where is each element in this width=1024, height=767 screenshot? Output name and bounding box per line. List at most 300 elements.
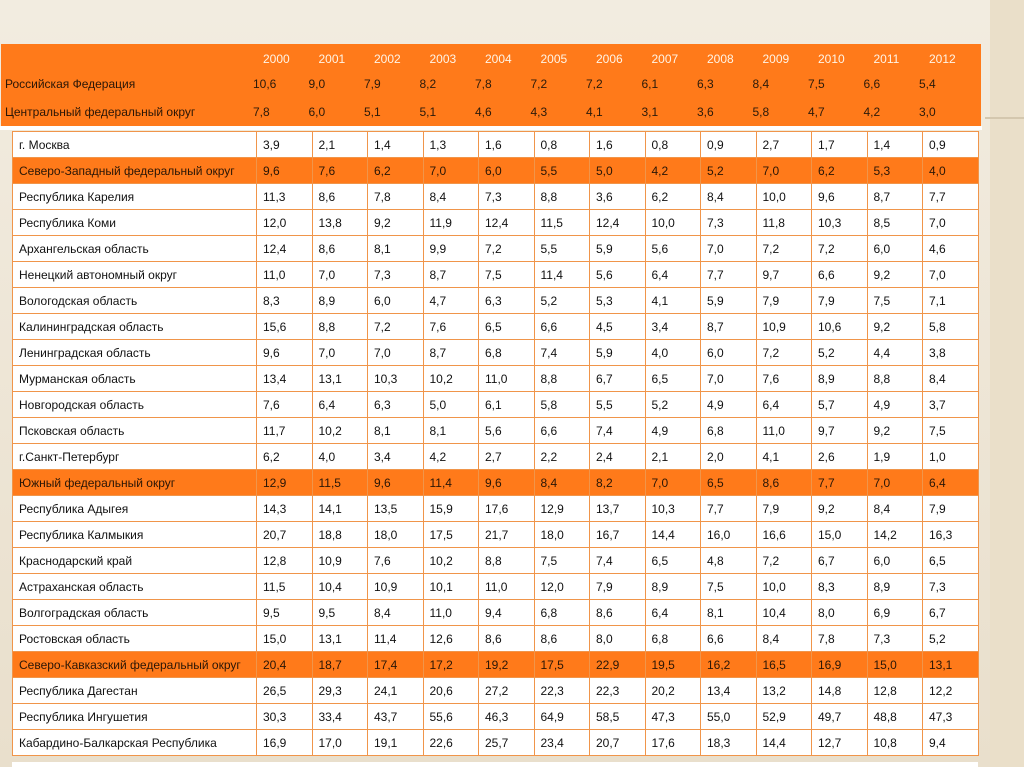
value-cell: 5,5 — [590, 392, 646, 418]
value-cell: 6,4 — [756, 392, 812, 418]
table-row — [13, 678, 979, 704]
value-cell: 8,7 — [867, 184, 923, 210]
value-cell: 6,2 — [812, 158, 868, 184]
header-separator — [0, 126, 982, 130]
value-cell: 6,5 — [645, 366, 701, 392]
region-name: Краснодарский край — [13, 548, 257, 574]
value-cell: 4,2 — [423, 444, 479, 470]
value-cell: 8,6 — [479, 626, 535, 652]
value-cell: 4,1 — [756, 444, 812, 470]
table-row — [13, 730, 979, 756]
value-cell: 15,9 — [423, 496, 479, 522]
value-cell: 4,6 — [923, 236, 979, 262]
region-name: Республика Карелия — [13, 184, 257, 210]
value-cell: 5,9 — [590, 340, 646, 366]
value-cell: 10,2 — [423, 548, 479, 574]
region-name: Северо-Западный федеральный округ — [13, 158, 257, 184]
value-cell: 4,2 — [645, 158, 701, 184]
value-cell: 8,8 — [312, 314, 368, 340]
value-cell: 8,9 — [312, 288, 368, 314]
value-cell: 6,3 — [368, 392, 424, 418]
value-cell: 3,7 — [923, 392, 979, 418]
value-cell: 5,0 — [423, 392, 479, 418]
value-cell: 21,7 — [479, 522, 535, 548]
value-cell: 14,3 — [257, 496, 313, 522]
value-cell: 6,8 — [534, 600, 590, 626]
value-cell: 8,1 — [368, 236, 424, 262]
value-cell: 0,9 — [701, 132, 757, 158]
value-cell: 9,5 — [312, 600, 368, 626]
value-cell: 5,5 — [534, 236, 590, 262]
region-name: Республика Коми — [13, 210, 257, 236]
value-cell: 5,2 — [701, 158, 757, 184]
year-header: 2003 — [429, 52, 457, 66]
table-row — [13, 418, 979, 444]
value-cell: 4,9 — [645, 418, 701, 444]
table-row — [13, 288, 979, 314]
value-cell: 6,6 — [812, 262, 868, 288]
value-cell: 12,7 — [812, 730, 868, 756]
value-cell: 3,6 — [590, 184, 646, 210]
year-header: 2000 — [263, 52, 290, 66]
value-cell: 1,9 — [867, 444, 923, 470]
value-cell: 7,5 — [479, 262, 535, 288]
value-cell: 3,8 — [923, 340, 979, 366]
value-cell: 6,5 — [645, 548, 701, 574]
region-name: Северо-Кавказский федеральный округ — [13, 652, 257, 678]
value-cell: 13,8 — [312, 210, 368, 236]
value-cell: 16,7 — [590, 522, 646, 548]
value-cell: 12,9 — [534, 496, 590, 522]
value-cell: 6,0 — [368, 288, 424, 314]
value-cell: 15,0 — [867, 652, 923, 678]
year-header: 2010 — [818, 52, 845, 66]
value-cell: 1,6 — [590, 132, 646, 158]
value-cell: 46,3 — [479, 704, 535, 730]
table-row — [13, 366, 979, 392]
value-cell: 8,9 — [867, 574, 923, 600]
value-cell: 7,0 — [645, 470, 701, 496]
value-cell: 17,6 — [479, 496, 535, 522]
value-cell: 7,5 — [923, 418, 979, 444]
value-cell: 15,6 — [257, 314, 313, 340]
region-name: Волгоградская область — [13, 600, 257, 626]
value-cell: 8,9 — [645, 574, 701, 600]
value-cell: 7,3 — [867, 626, 923, 652]
value-cell: 7,9 — [756, 496, 812, 522]
region-name: Ненецкий автономный округ — [13, 262, 257, 288]
year-header: 2004 — [485, 52, 512, 66]
value-cell: 1,6 — [479, 132, 535, 158]
value-cell: 18,7 — [312, 652, 368, 678]
value-cell: 5,5 — [534, 158, 590, 184]
value-cell: 7,8 — [812, 626, 868, 652]
value-cell: 8,2 — [590, 470, 646, 496]
region-name: Мурманская область — [13, 366, 257, 392]
value-cell: 0,8 — [534, 132, 590, 158]
value-cell: 9,2 — [867, 262, 923, 288]
value-cell: 9,6 — [257, 340, 313, 366]
value-cell: 7,6 — [368, 548, 424, 574]
value-cell: 14,2 — [867, 522, 923, 548]
year-header: 2002 — [374, 52, 401, 66]
year-header: 2012 — [929, 52, 956, 66]
value-cell: 5,2 — [923, 626, 979, 652]
value-cell: 6,4 — [923, 470, 979, 496]
value-cell: 18,8 — [312, 522, 368, 548]
value-cell: 7,7 — [701, 496, 757, 522]
value-cell: 5,2 — [534, 288, 590, 314]
value-cell: 8,0 — [590, 626, 646, 652]
value-cell: 6,4 — [312, 392, 368, 418]
value-cell: 8,8 — [867, 366, 923, 392]
value-cell: 7,5 — [701, 574, 757, 600]
value-cell: 9,6 — [257, 158, 313, 184]
table-row — [13, 210, 979, 236]
summary-row-label: Российская Федерация — [5, 77, 136, 91]
value-cell: 6,9 — [867, 600, 923, 626]
value-cell: 10,4 — [756, 600, 812, 626]
value-cell: 6,7 — [812, 548, 868, 574]
table-row — [13, 496, 979, 522]
value-cell: 15,0 — [812, 522, 868, 548]
value-cell: 7,6 — [756, 366, 812, 392]
value-cell: 52,9 — [756, 704, 812, 730]
value-cell: 7,5 — [867, 288, 923, 314]
value-cell: 17,5 — [534, 652, 590, 678]
summary-row-value: 3,6 — [697, 105, 714, 119]
year-header: 2008 — [707, 52, 734, 66]
region-name: Новгородская область — [13, 392, 257, 418]
value-cell: 2,6 — [812, 444, 868, 470]
value-cell: 8,8 — [534, 184, 590, 210]
value-cell: 58,5 — [590, 704, 646, 730]
value-cell: 25,7 — [479, 730, 535, 756]
value-cell: 20,2 — [645, 678, 701, 704]
value-cell: 8,4 — [368, 600, 424, 626]
value-cell: 17,6 — [645, 730, 701, 756]
value-cell: 7,3 — [368, 262, 424, 288]
value-cell: 16,0 — [701, 522, 757, 548]
value-cell: 19,1 — [368, 730, 424, 756]
region-name: Вологодская область — [13, 288, 257, 314]
value-cell: 6,3 — [479, 288, 535, 314]
value-cell: 8,4 — [423, 184, 479, 210]
value-cell: 11,9 — [423, 210, 479, 236]
summary-row-value: 6,6 — [863, 77, 881, 91]
region-name: Кабардино-Балкарская Республика — [13, 730, 257, 756]
value-cell: 12,4 — [257, 236, 313, 262]
value-cell: 10,9 — [368, 574, 424, 600]
value-cell: 3,4 — [645, 314, 701, 340]
value-cell: 9,6 — [812, 184, 868, 210]
value-cell: 8,7 — [423, 340, 479, 366]
value-cell: 10,0 — [756, 574, 812, 600]
value-cell: 16,5 — [756, 652, 812, 678]
value-cell: 6,7 — [590, 366, 646, 392]
value-cell: 8,6 — [312, 184, 368, 210]
region-name: Южный федеральный округ — [13, 470, 257, 496]
value-cell: 9,6 — [479, 470, 535, 496]
value-cell: 19,5 — [645, 652, 701, 678]
value-cell: 20,7 — [257, 522, 313, 548]
value-cell: 29,3 — [312, 678, 368, 704]
summary-row-value: 5,4 — [919, 77, 936, 91]
value-cell: 47,3 — [645, 704, 701, 730]
region-name: Республика Ингушетия — [13, 704, 257, 730]
value-cell: 4,1 — [645, 288, 701, 314]
value-cell: 7,9 — [590, 574, 646, 600]
value-cell: 55,6 — [423, 704, 479, 730]
summary-row-value: 7,8 — [253, 105, 270, 119]
value-cell: 7,3 — [701, 210, 757, 236]
value-cell: 0,9 — [923, 132, 979, 158]
value-cell: 5,3 — [590, 288, 646, 314]
value-cell: 6,5 — [701, 470, 757, 496]
value-cell: 2,1 — [312, 132, 368, 158]
value-cell: 7,3 — [923, 574, 979, 600]
value-cell: 20,7 — [590, 730, 646, 756]
summary-row-value: 7,8 — [475, 77, 492, 91]
value-cell: 7,0 — [923, 210, 979, 236]
value-cell: 0,8 — [645, 132, 701, 158]
value-cell: 5,7 — [812, 392, 868, 418]
summary-row-value: 9,0 — [308, 77, 326, 91]
value-cell: 11,4 — [368, 626, 424, 652]
value-cell: 8,5 — [867, 210, 923, 236]
year-header: 2007 — [651, 52, 679, 66]
value-cell: 9,5 — [257, 600, 313, 626]
summary-row-value: 7,5 — [808, 77, 825, 91]
region-name: г.Санкт-Петербург — [13, 444, 257, 470]
value-cell: 1,4 — [867, 132, 923, 158]
value-cell: 5,9 — [590, 236, 646, 262]
value-cell: 6,2 — [368, 158, 424, 184]
value-cell: 11,0 — [257, 262, 313, 288]
value-cell: 6,8 — [701, 418, 757, 444]
value-cell: 7,4 — [590, 418, 646, 444]
summary-row-value: 6,3 — [697, 77, 714, 91]
value-cell: 6,6 — [701, 626, 757, 652]
summary-row-value: 6,0 — [308, 105, 326, 119]
value-cell: 11,4 — [423, 470, 479, 496]
value-cell: 11,0 — [479, 574, 535, 600]
value-cell: 8,4 — [534, 470, 590, 496]
value-cell: 11,7 — [257, 418, 313, 444]
value-cell: 5,2 — [812, 340, 868, 366]
value-cell: 13,1 — [312, 626, 368, 652]
value-cell: 9,2 — [867, 418, 923, 444]
value-cell: 5,9 — [701, 288, 757, 314]
value-cell: 9,4 — [923, 730, 979, 756]
value-cell: 8,6 — [312, 236, 368, 262]
region-name: Астраханская область — [13, 574, 257, 600]
value-cell: 7,4 — [534, 340, 590, 366]
value-cell: 48,8 — [867, 704, 923, 730]
summary-row-value: 8,2 — [419, 77, 437, 91]
summary-row-value: 7,2 — [586, 77, 603, 91]
value-cell: 7,7 — [701, 262, 757, 288]
value-cell: 7,0 — [423, 158, 479, 184]
table-row — [13, 522, 979, 548]
slide-decor-line — [985, 117, 1024, 119]
value-cell: 10,6 — [812, 314, 868, 340]
value-cell: 11,5 — [257, 574, 313, 600]
value-cell: 13,4 — [257, 366, 313, 392]
summary-row-value: 8,4 — [752, 77, 770, 91]
value-cell: 10,3 — [368, 366, 424, 392]
value-cell: 2,7 — [756, 132, 812, 158]
value-cell: 12,8 — [867, 678, 923, 704]
value-cell: 4,0 — [645, 340, 701, 366]
value-cell: 8,4 — [867, 496, 923, 522]
value-cell: 22,9 — [590, 652, 646, 678]
value-cell: 7,0 — [923, 262, 979, 288]
summary-row-value: 6,1 — [641, 77, 659, 91]
value-cell: 8,8 — [479, 548, 535, 574]
value-cell: 8,9 — [812, 366, 868, 392]
value-cell: 8,4 — [923, 366, 979, 392]
district-row — [13, 158, 979, 184]
table-row — [13, 392, 979, 418]
value-cell: 10,0 — [756, 184, 812, 210]
value-cell: 20,6 — [423, 678, 479, 704]
value-cell: 10,4 — [312, 574, 368, 600]
region-name: Республика Дагестан — [13, 678, 257, 704]
value-cell: 4,9 — [701, 392, 757, 418]
value-cell: 6,8 — [645, 626, 701, 652]
table-row — [13, 132, 979, 158]
value-cell: 17,5 — [423, 522, 479, 548]
summary-row-value: 4,1 — [586, 105, 603, 119]
value-cell: 10,2 — [423, 366, 479, 392]
table-row — [13, 574, 979, 600]
value-cell: 5,2 — [645, 392, 701, 418]
value-cell: 47,3 — [923, 704, 979, 730]
table-header-block — [1, 44, 981, 128]
value-cell: 10,9 — [756, 314, 812, 340]
summary-row-value: 10,6 — [253, 77, 277, 91]
value-cell: 6,4 — [645, 600, 701, 626]
summary-row-value: 4,6 — [475, 105, 492, 119]
table-row — [13, 626, 979, 652]
value-cell: 2,2 — [534, 444, 590, 470]
value-cell: 8,1 — [368, 418, 424, 444]
value-cell: 7,0 — [701, 236, 757, 262]
value-cell: 11,3 — [257, 184, 313, 210]
value-cell: 10,1 — [423, 574, 479, 600]
value-cell: 7,9 — [756, 288, 812, 314]
value-cell: 4,9 — [867, 392, 923, 418]
table-row — [13, 548, 979, 574]
value-cell: 6,0 — [479, 158, 535, 184]
value-cell: 8,4 — [701, 184, 757, 210]
value-cell: 8,6 — [590, 600, 646, 626]
value-cell: 5,6 — [645, 236, 701, 262]
region-name: Ростовская область — [13, 626, 257, 652]
value-cell: 16,3 — [923, 522, 979, 548]
value-cell: 17,0 — [312, 730, 368, 756]
value-cell: 6,6 — [534, 418, 590, 444]
value-cell: 7,9 — [812, 288, 868, 314]
table-row — [13, 704, 979, 730]
year-header: 2006 — [596, 52, 623, 66]
value-cell: 22,3 — [590, 678, 646, 704]
value-cell: 12,8 — [257, 548, 313, 574]
region-name: Республика Калмыкия — [13, 522, 257, 548]
value-cell: 13,4 — [701, 678, 757, 704]
table-row — [13, 600, 979, 626]
value-cell: 2,4 — [590, 444, 646, 470]
value-cell: 6,7 — [923, 600, 979, 626]
value-cell: 43,7 — [368, 704, 424, 730]
value-cell: 8,3 — [257, 288, 313, 314]
value-cell: 7,0 — [312, 340, 368, 366]
table-row — [13, 314, 979, 340]
value-cell: 14,1 — [312, 496, 368, 522]
value-cell: 7,6 — [312, 158, 368, 184]
value-cell: 9,2 — [368, 210, 424, 236]
value-cell: 12,4 — [590, 210, 646, 236]
value-cell: 6,0 — [867, 548, 923, 574]
value-cell: 4,0 — [923, 158, 979, 184]
value-cell: 7,8 — [368, 184, 424, 210]
value-cell: 7,0 — [867, 470, 923, 496]
value-cell: 8,4 — [756, 626, 812, 652]
value-cell: 11,8 — [756, 210, 812, 236]
value-cell: 7,3 — [479, 184, 535, 210]
value-cell: 6,5 — [479, 314, 535, 340]
value-cell: 9,6 — [368, 470, 424, 496]
value-cell: 12,4 — [479, 210, 535, 236]
value-cell: 27,2 — [479, 678, 535, 704]
value-cell: 1,3 — [423, 132, 479, 158]
table-row — [13, 262, 979, 288]
value-cell: 6,0 — [867, 236, 923, 262]
value-cell: 1,4 — [368, 132, 424, 158]
value-cell: 20,4 — [257, 652, 313, 678]
value-cell: 12,0 — [257, 210, 313, 236]
value-cell: 8,6 — [756, 470, 812, 496]
value-cell: 14,8 — [812, 678, 868, 704]
value-cell: 7,6 — [423, 314, 479, 340]
value-cell: 3,9 — [257, 132, 313, 158]
value-cell: 13,1 — [923, 652, 979, 678]
summary-row-value: 5,1 — [419, 105, 437, 119]
value-cell: 5,6 — [479, 418, 535, 444]
value-cell: 12,6 — [423, 626, 479, 652]
value-cell: 6,8 — [479, 340, 535, 366]
value-cell: 17,4 — [368, 652, 424, 678]
district-row — [13, 652, 979, 678]
value-cell: 13,1 — [312, 366, 368, 392]
value-cell: 7,7 — [812, 470, 868, 496]
region-name: Ленинградская область — [13, 340, 257, 366]
value-cell: 5,8 — [923, 314, 979, 340]
value-cell: 9,2 — [867, 314, 923, 340]
value-cell: 30,3 — [257, 704, 313, 730]
data-table — [12, 131, 979, 756]
summary-row-value: 5,8 — [752, 105, 770, 119]
value-cell: 7,4 — [590, 548, 646, 574]
value-cell: 22,6 — [423, 730, 479, 756]
value-cell: 10,2 — [312, 418, 368, 444]
value-cell: 6,6 — [534, 314, 590, 340]
value-cell: 49,7 — [812, 704, 868, 730]
value-cell: 4,0 — [312, 444, 368, 470]
value-cell: 7,7 — [923, 184, 979, 210]
value-cell: 11,5 — [534, 210, 590, 236]
